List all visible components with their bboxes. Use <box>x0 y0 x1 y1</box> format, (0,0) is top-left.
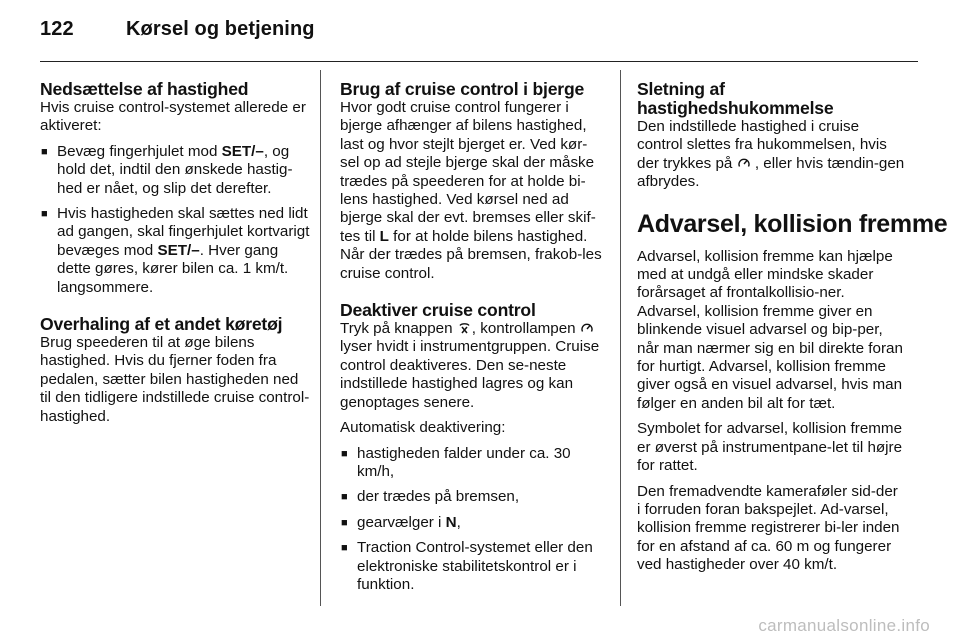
overtaking-body: Brug speederen til at øge bilens hastighed. Hvis du fjerner foden fra pedalen, sætter bilen hastigheden ned til den tidligere indstillede cruise control-hastighed. <box>40 334 310 425</box>
list-item: ■ Traction Control-systemet eller den elektroniske stabilitetskontrol er i funktion. <box>341 539 593 593</box>
auto-deactivation-label: Automatisk deaktivering: <box>340 419 506 437</box>
mountains-body: Hvor godt cruise control fungerer i bjerge afhænger af bilens hastighed, last og hvor stejlt bjerget er. Ved kør-sel op ad stejle bjerge skal der måske trædes på speederen for at holde bi-lens hastighed. Ved kørsel ned ad bjerge skal der evt. bremses eller skif-tes til L for at holde bilens hastighed. Når der trædes på bremsen, frakob-les cruise control. <box>340 99 602 282</box>
cruise-control-lamp-icon <box>737 157 751 170</box>
collision-body-1: Advarsel, kollision fremme kan hjælpe med at undgå eller mindske skader forårsaget af frontalkollisio-ner. Advarsel, kollision fremme giver en blinkende visuel advarsel og bip-per, når man nærmer sig en bil direkte foran for hurtigt. Advarsel, kollision fremme giver også en visuel advarsel, hvis man følger en anden bil alt for tæt. <box>637 247 903 412</box>
page-header <box>40 18 315 41</box>
column-divider-2 <box>620 70 621 606</box>
cruise-control-lamp-icon <box>580 322 594 335</box>
auto-deactivation-list <box>340 445 604 595</box>
collision-body-3: Den fremadvendte kameraføler sid-der i forruden foran bakspejlet. Ad-varsel, kollision fremme registrerer bi-ler inden for en afstand af ca. 60 m og fungerer ved hastigheder over 40 km/t. <box>637 482 900 574</box>
watermark: carmanualsonline.info <box>758 616 930 635</box>
section-heading-speed-reduction: Nedsættelse af hastighed <box>40 79 249 99</box>
list-item: ■ Hvis hastigheden skal sættes ned lidt ad gangen, skal fingerhjulet kortvarigt bevæges mod SET/–. Hver gang dette gøres, kører bilen ca. 1 km/t. langsommere. <box>41 205 310 296</box>
set-minus-label: SET/– <box>221 142 264 160</box>
cruise-cancel-icon <box>457 322 472 335</box>
column-2 <box>340 80 604 601</box>
deactivate-body: Tryk på knappen , kontrollampen lyser hvidt i instrumentgruppen. Cruise control deaktiveres. Den se-neste indstillede hastighed lagres og kan genoptages senere. <box>340 320 600 411</box>
list-item: ■ hastigheden falder under ca. 30 km/h, <box>341 444 571 480</box>
list-item: ■ Bevæg fingerhjulet mod SET/–, og hold det, indtil den ønskede hastig-hed er nået, og slip det derefter. <box>41 142 293 197</box>
memory-body: Den indstillede hastighed i cruise control slettes fra hukommelsen, hvis der trykkes på , eller hvis tændin-gen afbrydes. <box>637 118 905 191</box>
column-3 <box>637 79 948 582</box>
list-item: ■ der trædes på bremsen, <box>341 488 520 506</box>
section-heading-overtaking: Overhaling af et andet køretøj <box>40 314 283 335</box>
header-rule <box>40 61 918 62</box>
column-1 <box>40 80 312 433</box>
section-heading-mountains: Brug af cruise control i bjerge <box>340 79 585 99</box>
list-item: ■ gearvælger i N, <box>341 513 461 531</box>
speed-reduction-intro: Hvis cruise control-systemet allerede er aktiveret: <box>40 99 306 135</box>
section-heading-memory: Sletning af hastighedshukommelse <box>637 79 834 118</box>
page-number: 122 <box>40 18 74 40</box>
set-minus-label: SET/– <box>157 241 200 259</box>
collision-body-2: Symbolet for advarsel, kollision fremme er øverst på instrumentpane-let til højre for rattet. <box>637 420 903 475</box>
page-title: Kørsel og betjening <box>126 18 315 40</box>
column-divider-1 <box>320 70 321 606</box>
section-heading-deactivate: Deaktiver cruise control <box>340 300 536 321</box>
speed-reduction-list <box>40 143 312 297</box>
section-heading-collision-warning: Advarsel, kollision fremme <box>637 209 948 238</box>
